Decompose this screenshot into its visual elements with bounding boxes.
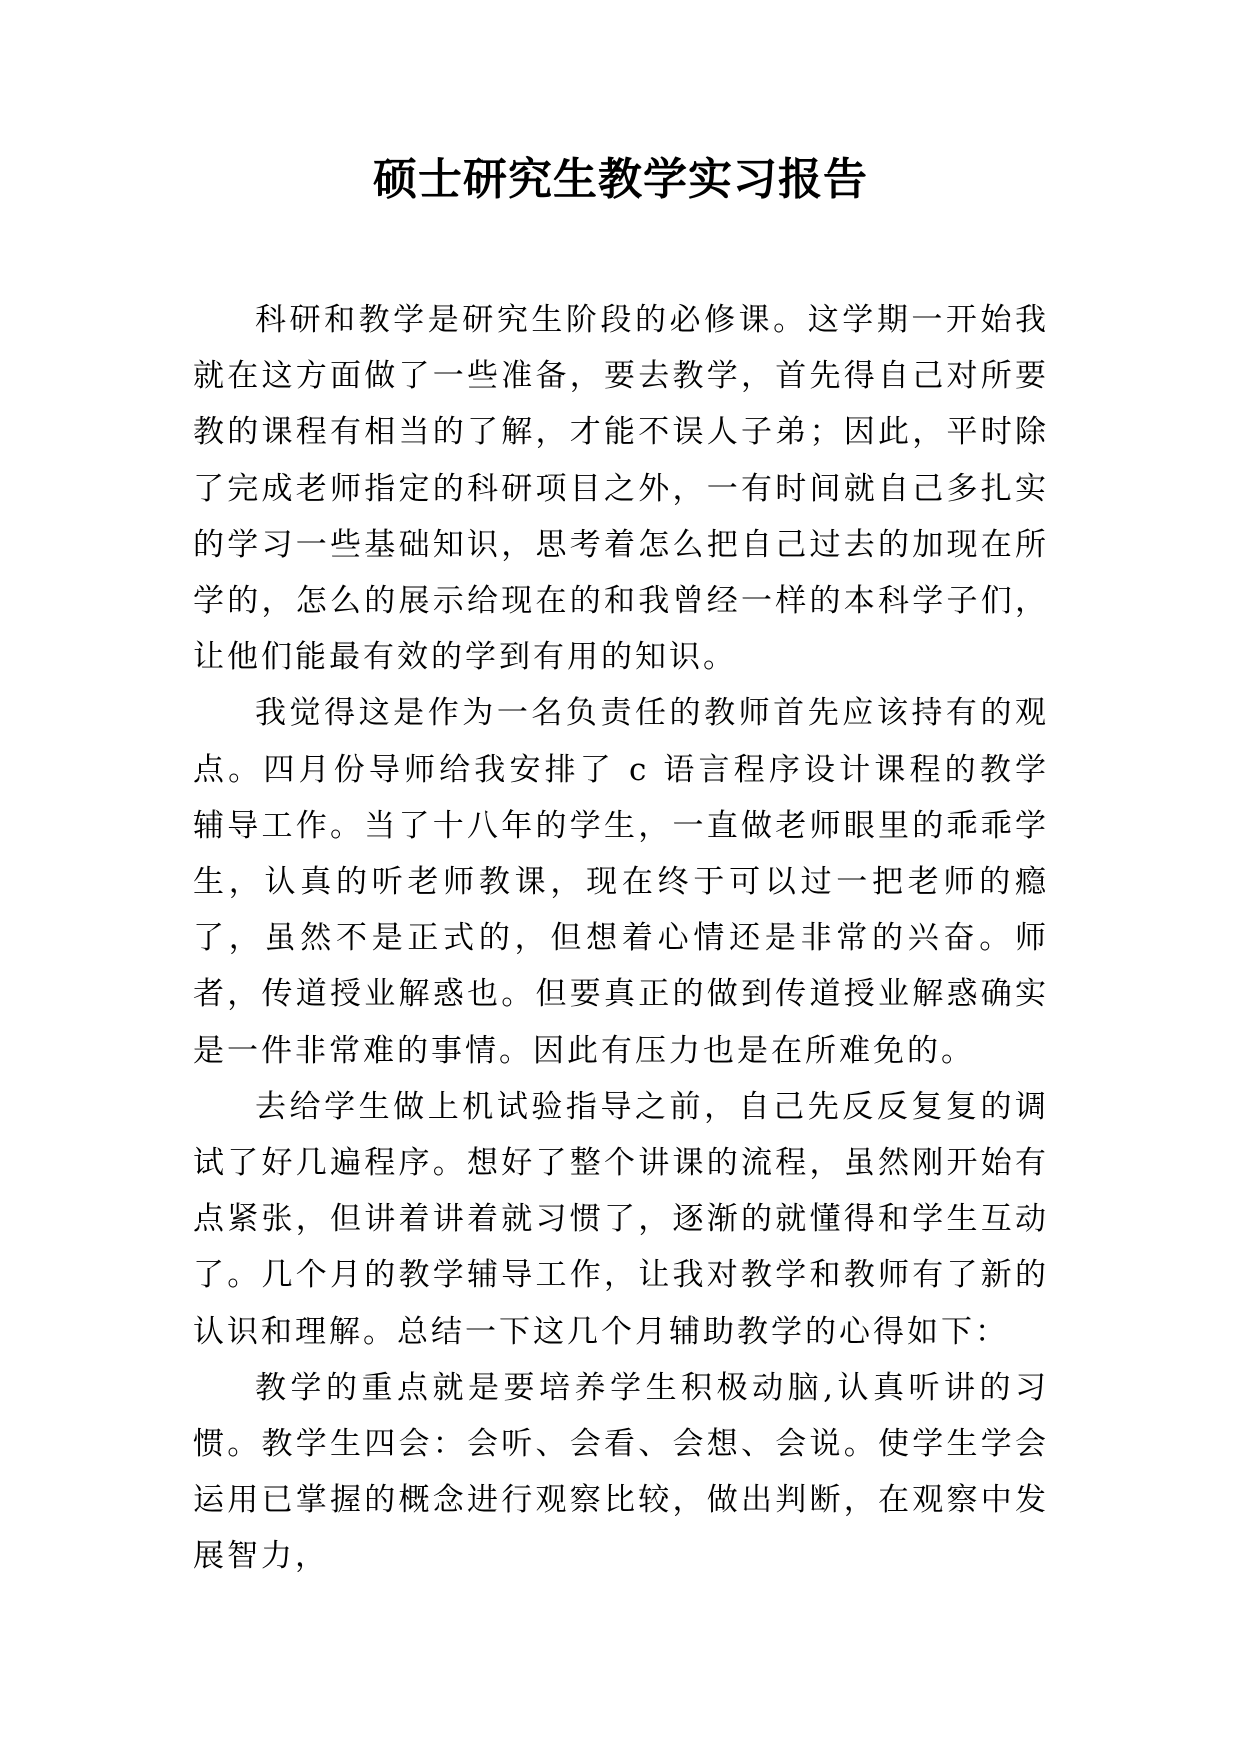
paragraph-2: 我觉得这是作为一名负责任的教师首先应该持有的观点。四月份导师给我安排了 c 语言程序设计课程的教学辅导工作。当了十八年的学生，一直做老师眼里的乖乖学生，认真的听老师教课，现在终于可以过一把老师的瘾了，虽然不是正式的，但想着心情还是非常的兴奋。师者，传道授业解惑也。但要真正的做到传道授业解惑确实是一件非常难的事情。因此有压力也是在所难免的。 [193, 695, 1049, 1069]
document-body [193, 292, 1049, 1585]
paragraph-4: 教学的重点就是要培养学生积极动脑,认真听讲的习惯。教学生四会：会听、会看、会想、会说。使学生学会运用已掌握的概念进行观察比较，做出判断，在观察中发展智力， [193, 1369, 1049, 1575]
paragraph-1: 科研和教学是研究生阶段的必修课。这学期一开始我就在这方面做了一些准备，要去教学，首先得自己对所要教的课程有相当的了解，才能不误人子弟；因此，平时除了完成老师指定的科研项目之外，一有时间就自己多扎实的学习一些基础知识，思考着怎么把自己过去的加现在所学的，怎么的展示给现在的和我曾经一样的本科学子们，让他们能最有效的学到有用的知识。 [193, 302, 1049, 676]
paragraph-3: 去给学生做上机试验指导之前，自己先反反复复的调试了好几遍程序。想好了整个讲课的流程，虽然刚开始有点紧张，但讲着讲着就习惯了，逐渐的就懂得和学生互动了。几个月的教学辅导工作，让我对教学和教师有了新的认识和理解。总结一下这几个月辅助教学的心得如下： [193, 1088, 1049, 1350]
document-title: 硕士研究生教学实习报告 [373, 154, 868, 205]
